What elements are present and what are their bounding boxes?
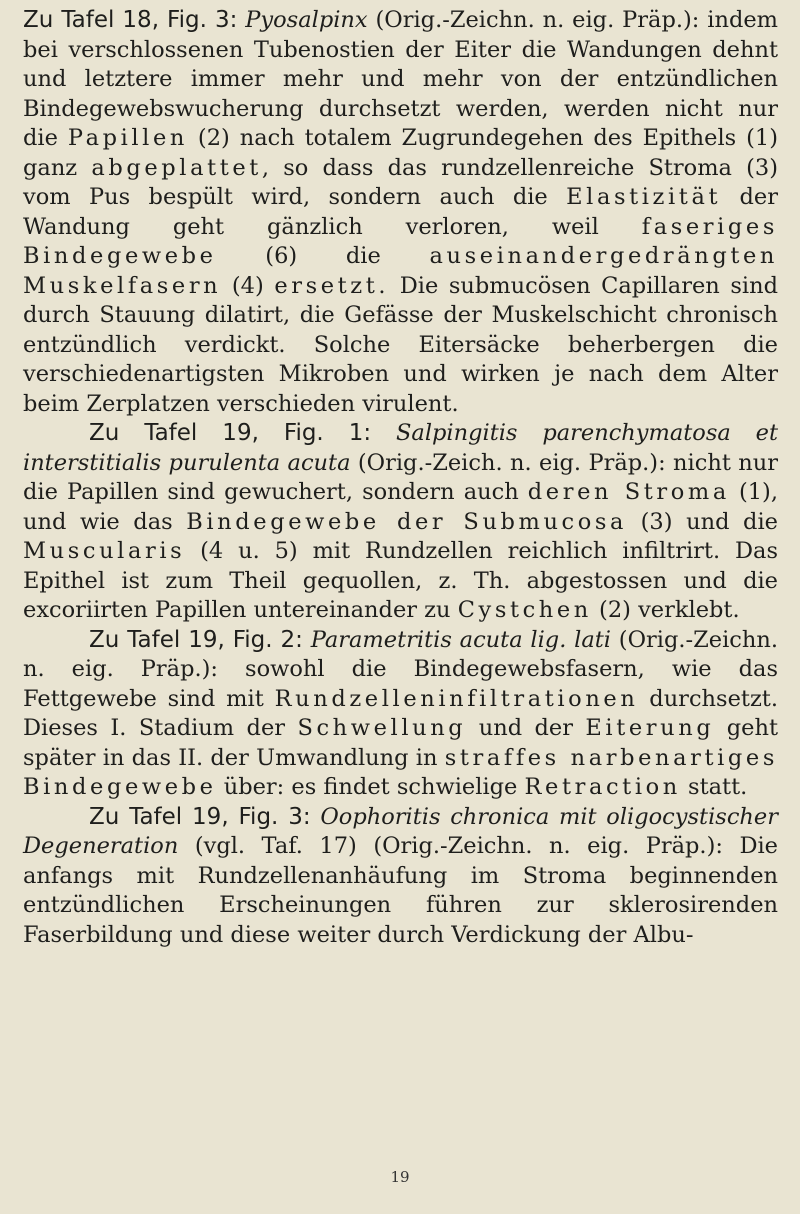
page-number: 19 <box>390 1168 410 1186</box>
spaced-term: deren Stroma <box>527 479 730 505</box>
body-text: (vgl. Taf. 17) (Orig.-Zeichn. n. eig. Präp.): Die anfangs mit Rundzellenanhäufung im Stroma beginnenden entzündlichen Erscheinungen führen zur sklerosirenden Faserbildung und diese weiter durch Verdickung der Albu- <box>23 833 778 948</box>
spaced-term: ersetzt. <box>274 272 390 299</box>
spaced-term: Muscularis <box>23 538 186 564</box>
body-text: , so dass das rundzellenreiche Stroma (3) vom Pus bespült wird, sondern auch die <box>23 154 778 210</box>
spaced-term: Bindegewebe der Submucosa <box>186 508 628 535</box>
body-text: (3) und die <box>627 508 778 535</box>
section-title: Oophoritis chronica mit oligocystischer Degeneration <box>23 803 778 859</box>
section-paragraph <box>23 6 778 419</box>
spaced-term: Retraction <box>524 774 681 800</box>
spaced-term: Cystchen <box>457 597 592 623</box>
body-text: (2) nach totalem Zugrundegehen des Epithels (1) ganz <box>23 125 778 181</box>
section-heading: Zu Tafel 18, Fig. 3: <box>23 7 238 33</box>
section-paragraph <box>23 419 778 626</box>
spaced-term: Schwellung <box>297 715 467 741</box>
spaced-term: Elastizität <box>566 184 722 210</box>
body-text: (Orig.-Zeichn. n. eig. Präp.): indem bei verschlossenen Tubenostien der Eiter die Wandungen dehnt und letztere immer mehr und mehr von der entzündlichen Bindegewebswucherung durchsetzt werden, werden nicht nur die <box>23 7 778 151</box>
section-title: Parametritis acuta lig. lati <box>310 626 611 653</box>
body-text: (2) verklebt. <box>591 597 740 623</box>
spaced-term: faseriges Bindegewebe <box>23 213 778 269</box>
body-text: durchsetzt. Dieses I. Stadium der <box>23 685 778 741</box>
section-heading: Zu Tafel 19, Fig. 1: <box>89 420 372 446</box>
section-paragraph <box>23 626 778 803</box>
section-title: Pyosalpinx <box>245 7 368 33</box>
section-heading: Zu Tafel 19, Fig. 3: <box>89 803 311 830</box>
body-text: (6) die <box>216 243 430 269</box>
body-text: der Wandung geht gänzlich verloren, weil <box>23 184 778 240</box>
spaced-term: Papillen <box>67 125 188 151</box>
body-text: und der <box>466 715 586 741</box>
body-text: (Orig.-Zeich. n. eig. Präp.): nicht nur die Papillen sind gewuchert, sondern auch <box>23 449 778 505</box>
spaced-term: Eiterung <box>585 715 715 741</box>
body-text: statt. <box>680 774 748 800</box>
body-text: (4) <box>221 272 275 299</box>
section-paragraph <box>23 803 778 951</box>
document-page <box>23 6 778 950</box>
spaced-term: auseinandergedrängten Muskelfasern <box>23 243 778 299</box>
spaced-term: abgeplattet <box>91 154 262 181</box>
body-text: (1), und wie das <box>23 479 778 535</box>
spaced-term: Rundzelleninfiltrationen <box>274 685 639 712</box>
section-heading: Zu Tafel 19, Fig. 2: <box>89 626 303 653</box>
body-text: geht später in das II. der Umwandlung in <box>23 715 778 771</box>
body-text: über: es findet schwielige <box>216 774 525 800</box>
spaced-term: straffes narbenartiges Bindegewebe <box>23 744 778 800</box>
body-text: (Orig.-Zeichn. n. eig. Präp.): sowohl die Bindegewebsfasern, wie das Fettgewebe sind mit <box>23 626 779 712</box>
section-title: Salpingitis parenchymatosa et interstitialis purulenta acuta <box>23 420 779 476</box>
body-text: (4 u. 5) mit Rundzellen reichlich infiltrirt. Das Epithel ist zum Theil gequollen, z. Th. abgestossen und die excoriirten Papillen untereinander zu <box>23 538 778 623</box>
body-text: Die submucösen Capillaren sind durch Stauung dilatirt, die Gefässe der Muskelschicht chronisch entzündlich verdickt. Solche Eitersäcke beherbergen die verschiedenartigsten Mikroben und wirken je nach dem Alter beim Zerplatzen verschieden virulent. <box>23 272 778 417</box>
